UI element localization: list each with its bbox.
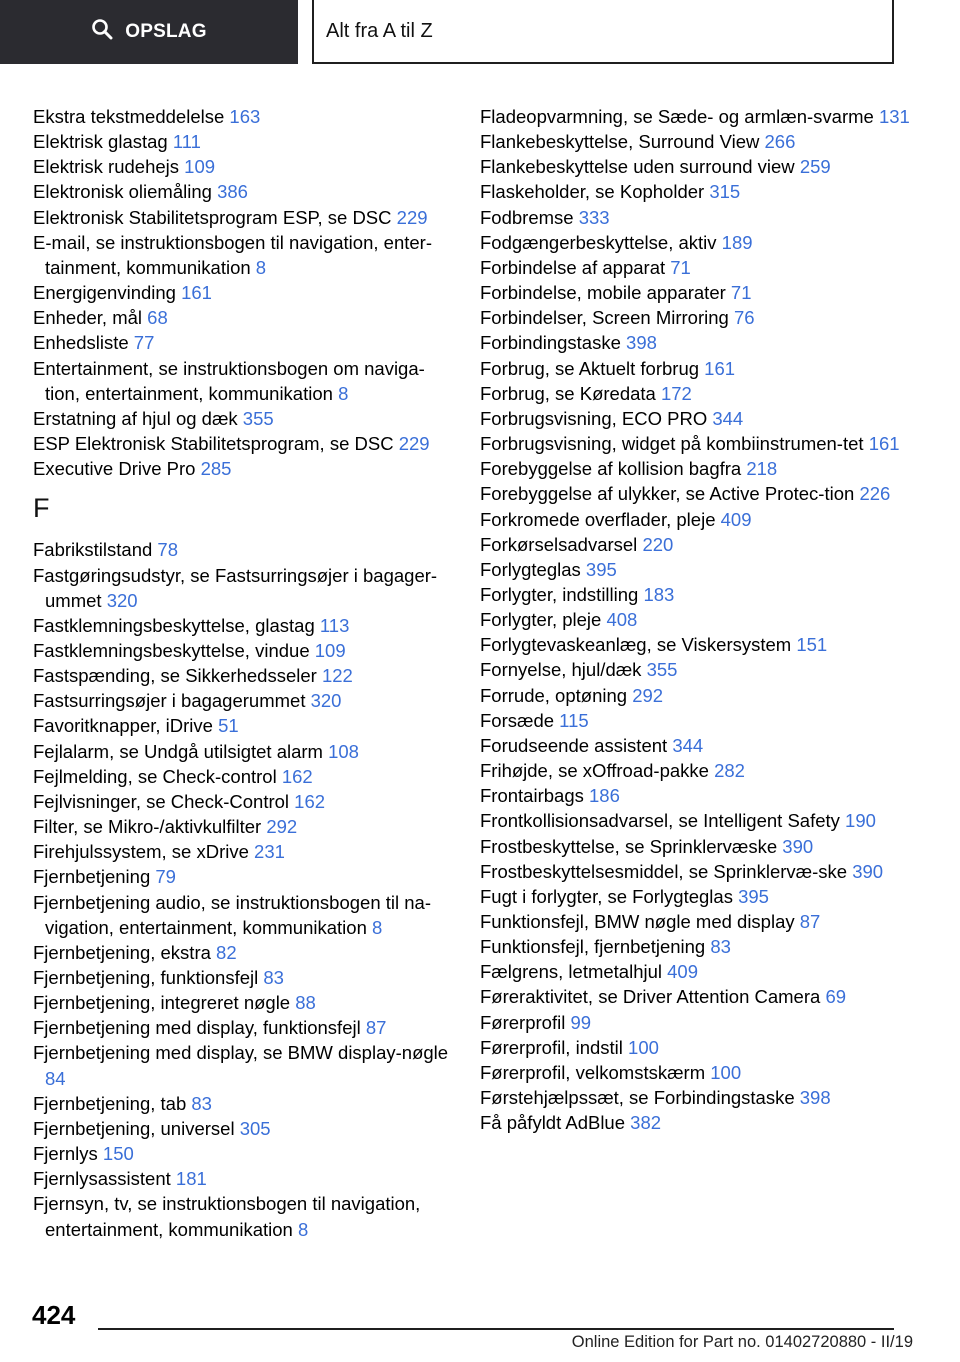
page-link[interactable]: 409 [667, 961, 699, 983]
page-link[interactable]: 78 [157, 539, 178, 561]
page-link[interactable]: 8 [338, 382, 349, 404]
index-entry [33, 839, 453, 864]
index-entry [33, 940, 453, 965]
index-entry [33, 1040, 453, 1090]
index-entry-text: Flaskeholder, se Kopholder [480, 181, 705, 203]
page-link[interactable]: 355 [646, 659, 678, 681]
index-entry [480, 1035, 930, 1060]
index-entry-text: Fabrikstilstand [33, 539, 153, 561]
page-link[interactable]: 69 [825, 986, 847, 1008]
page-link[interactable]: 51 [218, 715, 239, 737]
page-link[interactable]: 408 [606, 609, 638, 631]
page-link[interactable]: 8 [255, 256, 267, 278]
index-entry [33, 814, 453, 839]
index-entry-text: Fejlmelding, se Check-control [33, 765, 277, 787]
index-entry [480, 582, 930, 607]
section-title [312, 0, 894, 64]
index-entry [33, 613, 453, 638]
index-entry-text: Funktionsfejl, BMW nøgle med display [480, 911, 795, 932]
index-entry [480, 356, 930, 381]
page-link[interactable]: 333 [578, 206, 610, 228]
page-link[interactable]: 382 [630, 1112, 662, 1134]
index-entry-text: Frihøjde, se xOffroad-pakke [480, 760, 709, 782]
index-entry-text: Fastsurringsøjer i bagagerummet [33, 690, 306, 712]
index-entry [33, 563, 453, 613]
index-entry [480, 230, 930, 255]
page-link[interactable]: 229 [396, 206, 428, 228]
index-entry-text: Forbindelse af apparat [480, 256, 666, 278]
header-tab-label: OPSLAG [125, 21, 207, 42]
index-entry-text: Fejlalarm, se Undgå utilsigtet alarm [33, 740, 323, 762]
index-entry [480, 632, 930, 657]
page-link[interactable]: 409 [720, 508, 752, 530]
index-entry [480, 205, 930, 230]
page-link[interactable]: 122 [321, 665, 353, 687]
index-entry [33, 1091, 453, 1116]
index-entry-text: Fjernbetjening, tab [33, 1092, 187, 1114]
page-link[interactable]: 186 [589, 785, 620, 807]
page-link[interactable]: 8 [297, 1218, 309, 1240]
index-entry-text: Forebyggelse af ulykker, se Active Protec-tion [480, 483, 855, 505]
index-entry-text: Fugt i forlygter, se Forlygteglas [480, 885, 733, 907]
index-entry [33, 789, 453, 814]
section-letter: F [33, 493, 50, 524]
page-link[interactable]: 161 [868, 433, 900, 455]
index-entry-text: Forlygteglas [480, 558, 581, 580]
index-entry-text: Fornyelse, hjul/dæk [480, 659, 642, 681]
page-link[interactable]: 161 [181, 282, 212, 304]
index-entry-text: Erstatning af hjul og dæk [33, 407, 238, 429]
page-link[interactable]: 115 [559, 709, 589, 731]
page-link[interactable]: 398 [626, 332, 657, 354]
page-link[interactable]: 76 [733, 307, 755, 329]
index-entry [33, 205, 453, 230]
page-link[interactable]: 109 [184, 156, 216, 178]
index-entry [480, 984, 930, 1009]
index-entry [480, 129, 930, 154]
page-link[interactable]: 320 [106, 589, 138, 611]
index-entry-text: Flankebeskyttelse uden surround view [480, 156, 795, 178]
index-entry-text: Fjernbetjening, ekstra [33, 941, 211, 963]
index-entry-text: Forrude, optøning [480, 684, 628, 706]
page-link[interactable]: 344 [672, 734, 704, 756]
index-entry-text: E-mail, se instruktionsbogen til navigation, enter-tainment, kommunikation [33, 231, 432, 278]
index-entry [480, 934, 930, 959]
page-link[interactable]: 183 [643, 583, 675, 605]
page-link[interactable]: 83 [263, 967, 284, 988]
page-link[interactable]: 79 [155, 866, 176, 888]
page-link[interactable]: 398 [799, 1087, 831, 1109]
index-entry-text: Forbrug, se Køredata [480, 382, 656, 404]
index-entry-text: Fastklemningsbeskyttelse, vindue [33, 639, 310, 661]
page-link[interactable]: 344 [712, 407, 744, 429]
page-link[interactable]: 99 [570, 1011, 592, 1033]
index-list-f-continued [480, 104, 930, 1135]
page-link[interactable]: 226 [859, 483, 891, 505]
index-column-left [33, 104, 453, 1242]
index-entry-text: Fastspænding, se Sikkerhedsseler [33, 665, 317, 687]
index-entry [480, 381, 930, 406]
page-link[interactable]: 111 [172, 131, 201, 153]
index-entry-text: Enheder, mål [33, 307, 143, 329]
index-entry [33, 104, 453, 129]
index-entry-text: Forkromede overflader, pleje [480, 508, 716, 530]
index-entry-text: Fjernbetjening med display, se BMW display-nøgle [33, 1042, 449, 1064]
page-link[interactable]: 83 [710, 936, 731, 958]
index-entry-text: Forbindingstaske [480, 332, 621, 354]
page-link[interactable]: 305 [239, 1117, 271, 1139]
index-entry [480, 330, 930, 355]
index-entry-text: Funktionsfejl, fjernbetjening [480, 936, 706, 958]
index-entry [480, 758, 930, 783]
index-entry-text: Fjernlys [33, 1143, 98, 1165]
page-link[interactable]: 282 [714, 760, 745, 782]
index-entry-text: Fejlvisninger, se Check-Control [33, 790, 290, 812]
index-entry-text: Forudseende assistent [480, 734, 668, 756]
page-link[interactable]: 77 [133, 332, 155, 354]
index-entry [480, 808, 930, 833]
page-link[interactable]: 266 [764, 131, 796, 153]
index-entry-text: Fjernbetjening audio, se instruktionsbogen til na-vigation, entertainment, kommunikation [33, 891, 431, 938]
index-entry-text: Føreraktivitet, se Driver Attention Camera [480, 986, 821, 1008]
index-entry-text: Førerprofil [480, 1011, 566, 1033]
page-link[interactable]: 229 [398, 433, 430, 455]
index-entry [480, 507, 930, 532]
page-link[interactable]: 218 [746, 458, 778, 480]
index-entry [33, 739, 453, 764]
index-entry [480, 1085, 930, 1110]
index-entry [33, 154, 453, 179]
page-link[interactable]: 390 [852, 860, 884, 882]
index-entry [480, 406, 930, 431]
footer-edition-text: Online Edition for Part no. 01402720880 - II/19 [571, 1333, 913, 1351]
index-entry-text: Få påfyldt AdBlue [480, 1112, 626, 1134]
index-entry-text: Forbindelser, Screen Mirroring [480, 307, 729, 329]
index-entry-text: Fastklemningsbeskyttelse, glastag [33, 614, 315, 636]
index-entry [480, 532, 930, 557]
page-link[interactable]: 84 [45, 1067, 66, 1089]
index-entry-text: Fjernbetjening med display, funktionsfejl [33, 1017, 361, 1039]
page-link[interactable]: 181 [175, 1168, 207, 1190]
index-entry-text: Elektrisk rudehejs [33, 156, 180, 178]
index-list-f [33, 537, 453, 1241]
page-link[interactable]: 87 [799, 911, 821, 932]
index-entry [480, 959, 930, 984]
index-entry-text: Førstehjælpssæt, se Forbindingstaske [480, 1087, 795, 1109]
page-link[interactable]: 189 [721, 231, 753, 253]
index-entry [33, 230, 453, 280]
page-link[interactable]: 231 [254, 841, 285, 863]
page-link[interactable]: 83 [191, 1092, 212, 1114]
index-entry-text: Energigenvinding [33, 282, 176, 304]
index-entry-text: Executive Drive Pro [33, 458, 196, 480]
index-entry [33, 990, 453, 1015]
page-link[interactable]: 386 [217, 181, 248, 203]
page-link[interactable]: 285 [200, 458, 232, 480]
page-link[interactable]: 390 [782, 835, 814, 857]
index-entry [33, 713, 453, 738]
page-link[interactable]: 82 [216, 941, 237, 963]
index-entry-text: Fjernbetjening, funktionsfejl [33, 967, 259, 988]
page-link[interactable]: 395 [585, 558, 617, 580]
index-entry [33, 129, 453, 154]
index-entry [480, 1060, 930, 1085]
index-entry-text: Enhedsliste [33, 332, 129, 354]
page-link[interactable]: 162 [281, 765, 313, 787]
index-entry [33, 280, 453, 305]
index-entry-text: Forebyggelse af kollision bagfra [480, 458, 742, 480]
index-entry-text: Frontkollisionsadvarsel, se Intelligent Safety [480, 810, 840, 832]
page-link[interactable]: 190 [845, 810, 876, 832]
index-entry [480, 657, 930, 682]
page-link[interactable]: 113 [319, 614, 350, 636]
index-entry [480, 431, 930, 456]
index-entry [33, 330, 453, 355]
index-entry [33, 1166, 453, 1191]
page-link[interactable]: 163 [229, 106, 261, 127]
section-title-text: Alt fra A til Z [326, 19, 433, 42]
index-entry-text: Forlygter, pleje [480, 609, 602, 631]
page-link[interactable]: 87 [365, 1017, 387, 1039]
index-entry-text: Favoritknapper, iDrive [33, 715, 213, 737]
index-entry-text: Fjernbetjening, integreret nøgle [33, 992, 291, 1014]
index-entry [33, 965, 453, 990]
index-entry-text: Frostbeskyttelsesmiddel, se Sprinklervæ-ske [480, 860, 848, 882]
index-entry [480, 154, 930, 179]
index-entry-text: Forsæde [480, 709, 555, 731]
index-entry-text: Forlygter, indstilling [480, 583, 639, 605]
page-link[interactable]: 395 [738, 885, 769, 907]
index-entry-text: Fodbremse [480, 206, 574, 228]
index-entry-text: Forkørselsadvarsel [480, 533, 638, 555]
index-entry-text: Forbrugsvisning, widget på kombiinstrumen-tet [480, 433, 864, 455]
index-entry [33, 456, 453, 481]
index-entry-text: Fladeopvarmning, se Sæde- og armlæn-svarme [480, 106, 874, 127]
index-entry [33, 356, 453, 406]
index-entry [33, 688, 453, 713]
page-link[interactable]: 320 [310, 690, 342, 712]
index-entry-text: Forbindelse, mobile apparater [480, 282, 726, 304]
index-entry-text: Filter, se Mikro-/aktivkulfilter [33, 816, 262, 838]
index-entry-text: Ekstra tekstmeddelelse [33, 106, 225, 127]
index-entry [480, 305, 930, 330]
page-number: 424 [32, 1300, 76, 1330]
index-entry-text: Førerprofil, indstil [480, 1036, 623, 1058]
index-entry [33, 764, 453, 789]
index-entry-text: Fjernlysassistent [33, 1168, 171, 1190]
page-link[interactable]: 259 [799, 156, 831, 178]
index-entry [33, 537, 453, 562]
page-link[interactable]: 109 [314, 639, 346, 661]
page-link[interactable]: 68 [147, 307, 168, 329]
index-entry [33, 663, 453, 688]
index-entry-text: Frontairbags [480, 785, 584, 807]
page-link[interactable]: 100 [628, 1036, 659, 1058]
page-link[interactable]: 131 [878, 106, 910, 127]
index-entry [33, 406, 453, 431]
page-link[interactable]: 8 [372, 916, 383, 938]
index-entry [33, 890, 453, 940]
page-link[interactable]: 161 [704, 357, 736, 379]
index-entry [480, 733, 930, 758]
page-link[interactable]: 355 [242, 407, 274, 429]
page-link[interactable]: 220 [642, 533, 674, 555]
index-entry-text: Fælgrens, letmetalhjul [480, 961, 662, 983]
index-entry [33, 1141, 453, 1166]
page-link[interactable]: 315 [709, 181, 741, 203]
index-entry-text: Fjernbetjening, universel [33, 1117, 235, 1139]
index-entry-text: Forlygtevaskeanlæg, se Viskersystem [480, 634, 792, 656]
index-entry [480, 708, 930, 733]
index-entry [480, 179, 930, 204]
index-entry [33, 179, 453, 204]
page-link[interactable]: 71 [670, 256, 691, 278]
index-entry-text: ESP Elektronisk Stabilitetsprogram, se DSC [33, 433, 394, 455]
index-entry-text: Fjernbetjening [33, 866, 151, 888]
index-entry-text: Fastgøringsudstyr, se Fastsurringsøjer i bagager-ummet [33, 564, 438, 611]
index-entry-text: Elektrisk glastag [33, 131, 168, 153]
page-link[interactable]: 150 [102, 1143, 134, 1165]
index-list-e [33, 104, 453, 481]
index-entry [480, 456, 930, 481]
index-entry [480, 884, 930, 909]
index-entry [480, 255, 930, 280]
index-entry [480, 783, 930, 808]
index-entry [480, 607, 930, 632]
index-entry [480, 481, 930, 506]
index-entry [480, 104, 930, 129]
index-entry [33, 1191, 453, 1241]
page-link[interactable]: 88 [295, 992, 316, 1014]
page-link[interactable]: 100 [710, 1061, 742, 1083]
index-entry [480, 557, 930, 582]
index-entry-text: Førerprofil, velkomstskærm [480, 1061, 706, 1083]
index-entry-text: Elektronisk Stabilitetsprogram ESP, se DSC [33, 206, 392, 228]
index-entry [480, 683, 930, 708]
index-entry [33, 305, 453, 330]
index-entry [480, 1110, 930, 1135]
page-link[interactable]: 292 [266, 816, 298, 838]
index-entry [480, 1010, 930, 1035]
page-link[interactable]: 108 [328, 740, 359, 762]
index-entry-text: Forbrug, se Aktuelt forbrug [480, 357, 700, 379]
index-entry [480, 834, 930, 859]
index-entry [33, 431, 453, 456]
index-entry [33, 1015, 453, 1040]
header-tab-opslag[interactable] [0, 0, 298, 64]
search-icon [91, 18, 125, 46]
index-entry-text: Fodgængerbeskyttelse, aktiv [480, 231, 717, 253]
index-entry-text: Fjernsyn, tv, se instruktionsbogen til navigation, entertainment, kommunikation [33, 1193, 421, 1240]
index-entry [480, 859, 930, 884]
index-entry-text: Firehjulssystem, se xDrive [33, 841, 249, 863]
index-entry-text: Flankebeskyttelse, Surround View [480, 131, 760, 153]
page-link[interactable]: 151 [796, 634, 828, 656]
index-entry [480, 280, 930, 305]
page-link[interactable]: 172 [660, 382, 692, 404]
index-entry [480, 909, 930, 934]
index-entry-text: Forbrugsvisning, ECO PRO [480, 407, 708, 429]
index-entry-text: Entertainment, se instruktionsbogen om naviga-tion, entertainment, kommunikation [33, 357, 425, 404]
index-entry [33, 638, 453, 663]
index-entry-text: Frostbeskyttelse, se Sprinklervæske [480, 835, 778, 857]
page-link[interactable]: 162 [294, 790, 326, 812]
index-entry-text: Elektronisk oliemåling [33, 181, 212, 203]
index-entry [33, 864, 453, 889]
index-column-right [480, 104, 930, 1135]
footer-divider [98, 1328, 894, 1330]
page-link[interactable]: 292 [632, 684, 664, 706]
index-entry [33, 1116, 453, 1141]
page-link[interactable]: 71 [730, 282, 752, 304]
